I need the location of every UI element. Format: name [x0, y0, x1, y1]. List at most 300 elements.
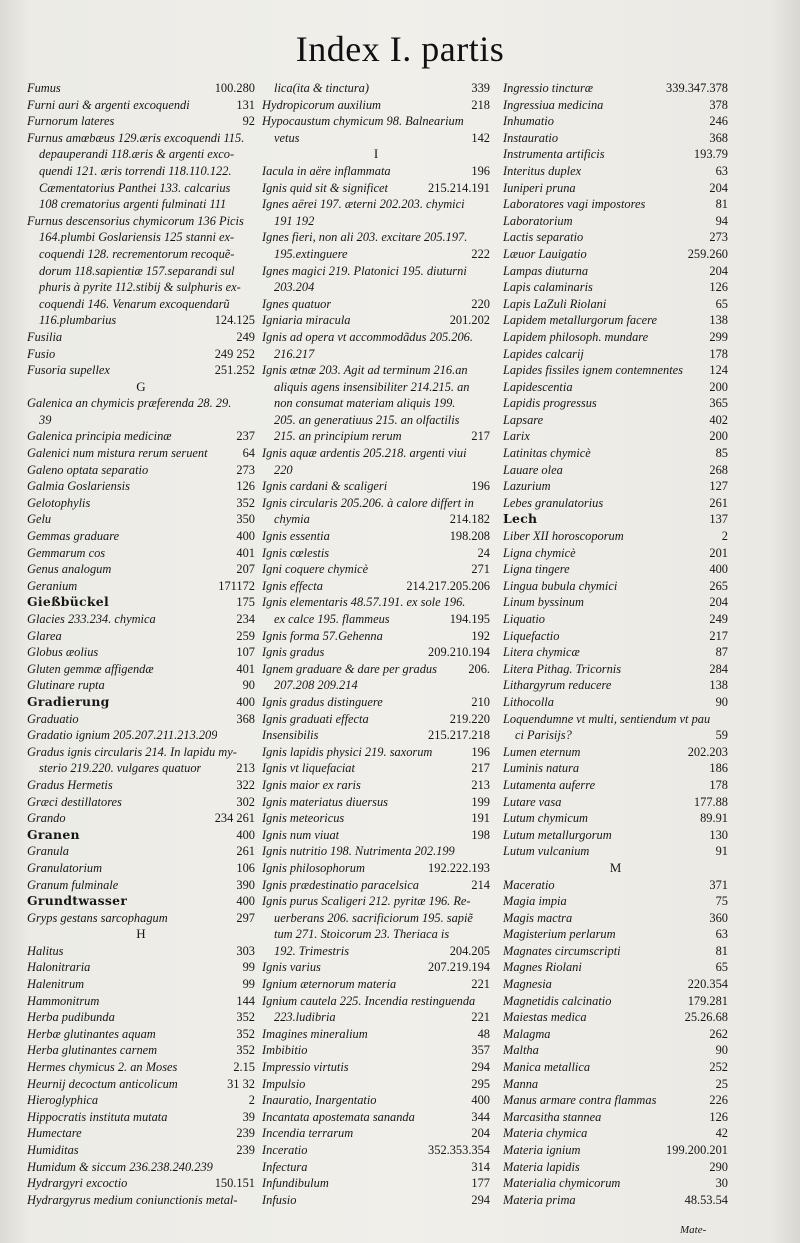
entry-term: Læuor Lauigatio [503, 246, 587, 261]
index-entry [262, 993, 490, 1010]
entry-pages: 2.15 [233, 1060, 255, 1075]
index-entry [27, 511, 255, 528]
entry-term: Ignis ætnæ 203. Agit ad terminum 216.an [262, 363, 468, 378]
index-entry [503, 97, 728, 114]
entry-term: Magnetidis calcinatio [503, 993, 612, 1008]
entry-term: Ignem graduare & dare per gradus [262, 661, 437, 676]
entry-term: 223.ludibria [274, 1010, 336, 1025]
index-entry [503, 445, 728, 462]
entry-pages: 144 [236, 993, 255, 1008]
entry-term: Instrumenta artificis [503, 147, 605, 162]
entry-term: Inceratio [262, 1143, 308, 1157]
entry-term: Fusio [27, 346, 56, 361]
entry-term: Lech [503, 511, 538, 527]
index-entry [262, 810, 490, 827]
entry-pages: 344 [471, 1109, 490, 1124]
entry-continuation: 191 192 [274, 213, 315, 228]
entry-term: Ligna chymicè [503, 545, 576, 560]
entry-pages: 213 [471, 777, 490, 792]
index-entry [27, 495, 255, 512]
entry-pages: 48.53.54 [684, 1192, 728, 1207]
index-entry [27, 594, 255, 611]
entry-continuation: coquendi 128. recrementorum recoquẽ- [39, 246, 235, 261]
index-entry [503, 810, 728, 827]
entry-continuation: quendi 121. æris torrendi 118.110.122. [39, 163, 232, 178]
entry-continuation: 108 crematorius argenti fulminati 111 [39, 197, 227, 212]
index-entry [262, 1175, 490, 1192]
entry-pages: 204 [709, 263, 728, 278]
entry-term: Magis mactra [503, 910, 573, 925]
entry-term: Maltha [503, 1043, 539, 1058]
entry-term: Lutum vulcanium [503, 844, 590, 859]
entry-term: Humiditas [27, 1143, 79, 1157]
index-entry [503, 1175, 728, 1192]
index-entry [262, 1125, 490, 1142]
index-entry [503, 362, 728, 379]
index-entry [262, 744, 490, 761]
index-entry [262, 794, 490, 811]
entry-pages: 63 [715, 163, 728, 178]
entry-pages: 201 [709, 545, 728, 560]
entry-pages: 177 [471, 1176, 490, 1191]
entry-pages: 99 [242, 960, 255, 975]
entry-term: Fusoria supellex [27, 363, 110, 378]
entry-term: Ignis varius [262, 960, 321, 975]
index-entry [503, 777, 728, 794]
entry-term: lica(ita & tinctura) [274, 81, 369, 95]
entry-term: Herbæ glutinantes aquam [27, 1026, 156, 1041]
index-entry [262, 1192, 490, 1209]
entry-pages: 191 [471, 811, 490, 826]
entry-term: Granula [27, 844, 69, 859]
index-entry [27, 329, 255, 346]
entry-pages: 107 [236, 645, 255, 660]
index-entry [262, 578, 490, 595]
index-entry [503, 843, 728, 860]
index-entry [262, 976, 490, 993]
entry-pages: 352 [236, 1010, 255, 1025]
entry-term: Manica metallica [503, 1060, 591, 1075]
entry-term: Granen [27, 826, 80, 842]
entry-term: Incantata apostemata sananda [262, 1109, 415, 1124]
index-entry [27, 1076, 255, 1093]
entry-pages: 400 [709, 562, 728, 577]
entry-pages: 192 [471, 628, 490, 643]
entry-term: Heurnij decoctum anticolicum [27, 1076, 178, 1091]
entry-pages: 124 [709, 363, 728, 378]
entry-pages: 294 [471, 1060, 490, 1075]
index-entry [262, 196, 490, 213]
entry-continuation: Cæmentatorius Panthei 133. calcarius [39, 180, 231, 195]
entry-term: Ignis circularis 205.206. à calore differt in [262, 495, 474, 510]
entry-pages: 178 [709, 777, 728, 792]
entry-term: Latinitas chymicè [503, 446, 591, 461]
index-entry [262, 229, 490, 246]
index-entry [503, 511, 728, 528]
index-entry [262, 113, 490, 130]
index-entry [262, 511, 490, 528]
entry-term: Iacula in aëre inflammata [262, 163, 391, 178]
entry-pages: 368 [236, 711, 255, 726]
entry-pages: 130 [709, 827, 728, 842]
section-letter: H [136, 926, 146, 942]
index-entry [262, 628, 490, 645]
entry-term: 192. Trimestris [274, 943, 350, 958]
entry-pages: 25 [715, 1076, 728, 1091]
entry-term: Hieroglyphica [27, 1093, 99, 1108]
entry-term: Gelotophylis [27, 495, 91, 510]
index-entry [503, 1109, 728, 1126]
entry-term: Galenica an chymicis præferenda 28. 29. [27, 396, 232, 411]
index-entry [27, 910, 255, 927]
entry-pages: 138 [709, 313, 728, 328]
entry-term: Materia chymica [503, 1126, 588, 1141]
index-entry [27, 561, 255, 578]
entry-term: Ignis elementaris 48.57.191. ex sole 196. [262, 595, 466, 610]
index-entry [503, 594, 728, 611]
entry-term: Fumus [27, 81, 61, 95]
entry-term: Lapidem philosoph. mundare [503, 329, 649, 344]
entry-term: Ignis materiatus diuersus [262, 794, 388, 809]
entry-term: Lampas diuturna [503, 263, 589, 278]
entry-pages: 299 [709, 329, 728, 344]
index-entry [27, 760, 255, 777]
index-column-1 [27, 80, 255, 1208]
index-entry [503, 346, 728, 363]
index-entry [503, 1192, 728, 1209]
index-entry [503, 545, 728, 562]
entry-pages: 401 [236, 661, 255, 676]
index-entry [262, 478, 490, 495]
entry-term: Hermes chymicus 2. an Moses [27, 1060, 178, 1075]
entry-term: Lutare vasa [503, 794, 562, 809]
entry-term: Grando [27, 811, 66, 826]
entry-term: Lingua bubula chymici [503, 578, 618, 593]
catchword: Mate- [680, 1224, 707, 1236]
entry-pages: 75 [715, 894, 728, 909]
entry-term: Granum fulminale [27, 877, 119, 892]
index-entry [262, 760, 490, 777]
index-entry [262, 163, 490, 180]
entry-term: Gradus ignis circularis 214. In lapidu my- [27, 744, 237, 759]
index-entry [27, 827, 255, 844]
index-entry [262, 1092, 490, 1109]
index-entry [503, 744, 728, 761]
entry-pages: 59 [715, 728, 728, 743]
entry-term: Lapsare [503, 412, 544, 427]
entry-pages: 201.202 [449, 313, 490, 328]
entry-pages: 126 [709, 1109, 728, 1124]
index-entry [503, 379, 728, 396]
entry-term: Gryps gestans sarcophagum [27, 910, 168, 925]
index-entry [503, 428, 728, 445]
entry-term: 116.plumbarius [39, 313, 117, 328]
index-column-3 [503, 80, 728, 1208]
index-entry [27, 213, 255, 230]
index-entry [503, 677, 728, 694]
entry-term: Lapis calaminaris [503, 280, 593, 295]
index-entry [262, 80, 490, 97]
entry-term: Gluten gemmæ affigendæ [27, 661, 154, 676]
index-entry [27, 462, 255, 479]
index-entry [503, 794, 728, 811]
entry-continuation: uerberans 206. sacrificiorum 195. sapiẽ [274, 910, 473, 925]
index-entry [262, 495, 490, 512]
entry-continuation: 164.plumbi Goslariensis 125 stanni ex- [39, 230, 235, 245]
entry-pages: 261 [709, 495, 728, 510]
entry-pages: 106 [236, 860, 255, 875]
entry-term: Liber XII horoscoporum [503, 529, 624, 544]
index-entry [503, 296, 728, 313]
entry-term: Galenici num mistura rerum seruent [27, 446, 208, 461]
index-entry [503, 661, 728, 678]
index-entry [503, 1159, 728, 1176]
entry-term: Ignes aërei 197. æterni 202.203. chymici [262, 197, 465, 212]
index-entry [27, 777, 255, 794]
entry-pages: 294 [471, 1192, 490, 1207]
entry-term: Incendia terrarum [262, 1126, 354, 1141]
index-entry [27, 611, 255, 628]
index-entry [262, 711, 490, 728]
index-entry [262, 428, 490, 445]
index-entry [503, 80, 728, 97]
index-entry [27, 1159, 255, 1176]
index-entry [27, 395, 255, 412]
entry-pages: 273 [236, 462, 255, 477]
entry-pages: 371 [709, 877, 728, 892]
index-entry [27, 993, 255, 1010]
index-entry [262, 445, 490, 462]
index-entry [27, 794, 255, 811]
entry-term: Humidum & siccum 236.238.240.239 [27, 1159, 213, 1174]
entry-pages: 91 [715, 844, 728, 859]
entry-term: Lapis LaZuli Riolani [503, 296, 607, 311]
entry-term: Graduatio [27, 711, 79, 726]
entry-pages: 290 [709, 1159, 728, 1174]
entry-term: Ignis philosophorum [262, 860, 365, 875]
index-entry [27, 362, 255, 379]
entry-term: Iuniperi pruna [503, 180, 576, 195]
index-entry [27, 1125, 255, 1142]
entry-term: Loquendumne vt multi, sentiendum vt pau [503, 711, 711, 726]
entry-term: Globus æolius [27, 645, 99, 660]
entry-pages: 48 [477, 1026, 490, 1041]
entry-term: Litera chymicæ [503, 645, 580, 660]
entry-term: Lapidem metallurgorum facere [503, 313, 657, 328]
entry-pages: 193.79 [693, 147, 728, 162]
entry-pages: 378 [709, 97, 728, 112]
entry-pages: 302 [236, 794, 255, 809]
entry-pages: 352.353.354 [428, 1143, 490, 1157]
index-entry [27, 677, 255, 694]
entry-pages: 357 [471, 1043, 490, 1058]
index-entry [262, 860, 490, 877]
entry-term: Maceratio [503, 877, 555, 892]
entry-term: Ignis gradus [262, 645, 325, 660]
entry-pages: 31 32 [227, 1076, 255, 1091]
entry-term: Litera Pithag. Tricornis [503, 661, 622, 676]
entry-term: Materia prima [503, 1192, 576, 1207]
entry-pages: 199 [471, 794, 490, 809]
entry-continuation: depauperandi 118.æris & argenti exco- [39, 147, 235, 162]
index-entry [262, 1159, 490, 1176]
entry-term: Galmia Goslariensis [27, 479, 130, 494]
index-entry [503, 711, 728, 728]
entry-term: Infectura [262, 1159, 308, 1174]
index-entry [503, 959, 728, 976]
index-entry [503, 1076, 728, 1093]
entry-term: Igniaria miracula [262, 313, 351, 328]
index-entry [262, 296, 490, 313]
index-entry [503, 495, 728, 512]
entry-pages: 94 [715, 213, 728, 228]
index-entry [262, 1009, 490, 1026]
entry-term: Magisterium perlarum [503, 927, 616, 942]
entry-pages: 81 [715, 197, 728, 212]
entry-term: Furnorum lateres [27, 114, 115, 129]
entry-pages: 221 [471, 1010, 490, 1025]
entry-pages: 262 [709, 1026, 728, 1041]
entry-term: Lithocolla [503, 694, 554, 709]
index-entry [27, 545, 255, 562]
entry-term: Ignis cardani & scaligeri [262, 479, 388, 494]
entry-pages: 179.281 [687, 993, 728, 1008]
index-entry [262, 528, 490, 545]
entry-pages: 204 [471, 1126, 490, 1141]
entry-pages: 400 [236, 827, 255, 842]
entry-pages: 199.200.201 [666, 1143, 728, 1157]
entry-pages: 90 [715, 694, 728, 709]
entry-term: Hammonitrum [27, 993, 100, 1008]
index-entry [27, 810, 255, 827]
entry-pages: 220 [471, 296, 490, 311]
index-entry [503, 180, 728, 197]
entry-term: Ignis cœlestis [262, 545, 330, 560]
entry-term: Ingressio tincturæ [503, 81, 594, 95]
entry-pages: 215.214.191 [428, 180, 490, 195]
index-entry [262, 362, 490, 379]
page-title: Index I. partis [295, 29, 505, 69]
entry-term: Hydropicorum auxilium [262, 97, 381, 112]
entry-pages: 209.210.194 [428, 645, 490, 660]
index-entry [503, 279, 728, 296]
index-entry [27, 578, 255, 595]
index-entry [27, 1142, 255, 1159]
index-entry [503, 760, 728, 777]
entry-continuation: 207.208 209.214 [274, 678, 358, 693]
entry-pages: 271 [471, 562, 490, 577]
entry-pages: 204.205 [449, 943, 490, 958]
index-entry [27, 1009, 255, 1026]
entry-term: Linum byssinum [503, 595, 584, 610]
entry-pages: 24 [477, 545, 490, 560]
entry-term: Imagines mineralium [262, 1026, 368, 1041]
entry-pages: 99 [242, 977, 255, 992]
index-entry [27, 628, 255, 645]
entry-pages: 196 [471, 479, 490, 494]
entry-pages: 30 [715, 1176, 728, 1191]
index-entry [27, 1026, 255, 1043]
index-entry [27, 1092, 255, 1109]
entry-pages: 237 [236, 429, 255, 444]
index-entry [262, 246, 490, 263]
index-entry [503, 611, 728, 628]
entry-term: Hippocratis instituta mutata [27, 1109, 168, 1124]
index-entry [262, 727, 490, 744]
entry-term: Herba glutinantes carnem [27, 1043, 158, 1058]
index-entry [27, 428, 255, 445]
entry-pages: 87 [715, 645, 728, 660]
entry-pages: 194.195 [449, 612, 490, 626]
entry-term: Lithargyrum reducere [503, 678, 612, 693]
entry-pages: 402 [709, 412, 728, 427]
index-entry [262, 594, 490, 611]
index-entry [503, 926, 728, 943]
index-entry [503, 213, 728, 230]
entry-term: ex calce 195. flammeus [274, 612, 390, 626]
entry-continuation: aliquis agens insensibiliter 214.215. an [274, 379, 470, 394]
index-entry [503, 412, 728, 429]
entry-term: Ingressiua medicina [503, 97, 604, 112]
index-entry [503, 1142, 728, 1159]
entry-continuation: 216.217 [274, 346, 315, 361]
entry-term: Furnus amœbæus 129.æris excoquendi 115. [27, 130, 245, 145]
entry-pages: 2 [248, 1093, 255, 1108]
entry-term: Galenica principia medicinæ [27, 429, 172, 444]
entry-pages: 192.222.193 [428, 860, 490, 875]
entry-term: Impulsio [262, 1076, 306, 1091]
entry-term: Lapidescentia [503, 379, 573, 394]
entry-pages: 221 [471, 977, 490, 992]
entry-pages: 217 [471, 429, 490, 444]
index-entry [27, 1042, 255, 1059]
entry-pages: 220.354 [687, 977, 728, 992]
index-entry [262, 827, 490, 844]
index-entry [27, 744, 255, 761]
entry-term: Laboratorium [503, 213, 573, 228]
index-entry [503, 329, 728, 346]
entry-pages: 360 [709, 910, 728, 925]
entry-pages: 249 [236, 329, 255, 344]
index-entry [27, 445, 255, 462]
entry-continuation: 203.204 [274, 280, 315, 295]
entry-term: Fusilia [27, 329, 63, 344]
entry-pages: 365 [709, 396, 728, 411]
entry-pages: 200 [709, 379, 728, 394]
entry-term: Ignis nutritio 198. Nutrimenta 202.199 [262, 844, 455, 859]
index-entry [262, 777, 490, 794]
entry-pages: 400 [236, 694, 255, 709]
index-entry [27, 1175, 255, 1192]
entry-term: Ignes quatuor [262, 296, 332, 311]
entry-term: Ignis prædestinatio paracelsica [262, 877, 419, 892]
entry-pages: 90 [242, 678, 255, 693]
index-entry [262, 611, 490, 628]
entry-pages: 85 [715, 446, 728, 461]
entry-term: 195.extinguere [274, 246, 348, 261]
index-entry [262, 561, 490, 578]
entry-term: Materia ignium [503, 1143, 581, 1157]
entry-term: Humectare [27, 1126, 82, 1141]
entry-term: Lapides fissiles ignem contemnentes [503, 363, 683, 378]
entry-pages: 352 [236, 1026, 255, 1041]
entry-term: chymia [274, 512, 310, 527]
index-entry [27, 1059, 255, 1076]
index-entry [503, 943, 728, 960]
entry-term: Gemmas graduare [27, 529, 120, 544]
entry-pages: 204 [709, 595, 728, 610]
index-entry [262, 263, 490, 280]
